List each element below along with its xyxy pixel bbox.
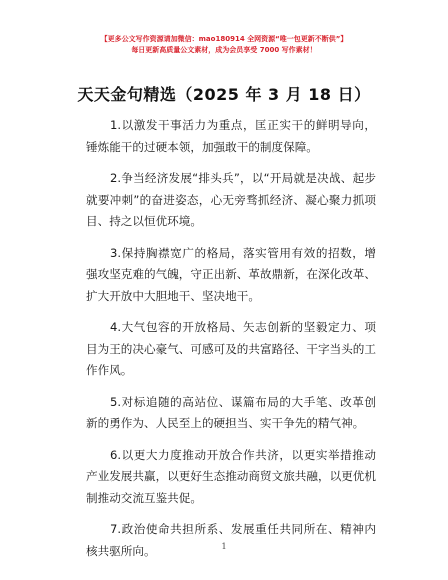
promo-banner	[0, 34, 448, 56]
paragraph-6: 6.以更大力度推动开放合作共济，以更实举措推动产业发展共赢，以更好生态推动商贸文旅共融，以更优机制推动交流互鉴共促。	[86, 447, 376, 505]
document-body	[86, 115, 376, 572]
promo-banner-line-2: 每日更新高质量公文素材，成为会员享受 7000 写作素材！	[131, 46, 317, 54]
paragraph-5: 5.对标追随的高站位、谋篇布局的大手笔、改革创新的勇作为、人民至上的硬担当、实干争先的精气神。	[86, 394, 376, 430]
document-title: 天天金句精选（2025 年 3 月 18 日）	[77, 85, 371, 104]
page-number: 1	[221, 542, 227, 551]
paragraph-7: 7.政治使命共担所系、发展重任共同所在、精神内核共驱所向。	[86, 522, 376, 558]
promo-banner-line-1: 【更多公文写作资源请加微信：mao180914 全网资源“唯一包更新不断供”】	[100, 35, 348, 43]
paragraph-1: 1.以激发干事活力为重点，匡正实干的鲜明导向，锤炼能干的过硬本领，加强敢干的制度保障。	[86, 118, 376, 154]
paragraph-3: 3.保持胸襟宽广的格局，落实管用有效的招数，增强攻坚克难的气魄，守正出新、革故鼎新，在深化改革、扩大开放中大胆地干、坚决地干。	[86, 245, 376, 303]
paragraph-2: 2.争当经济发展“排头兵”，以“开局就是决战、起步就要冲刺”的奋进姿态，心无旁骛抓经济、凝心聚力抓项目、持之以恒优环境。	[86, 171, 376, 228]
paragraph-4: 4.大气包容的开放格局、矢志创新的坚毅定力、项目为王的决心豪气、可感可及的共富路径、干字当头的工作作风。	[86, 320, 376, 377]
